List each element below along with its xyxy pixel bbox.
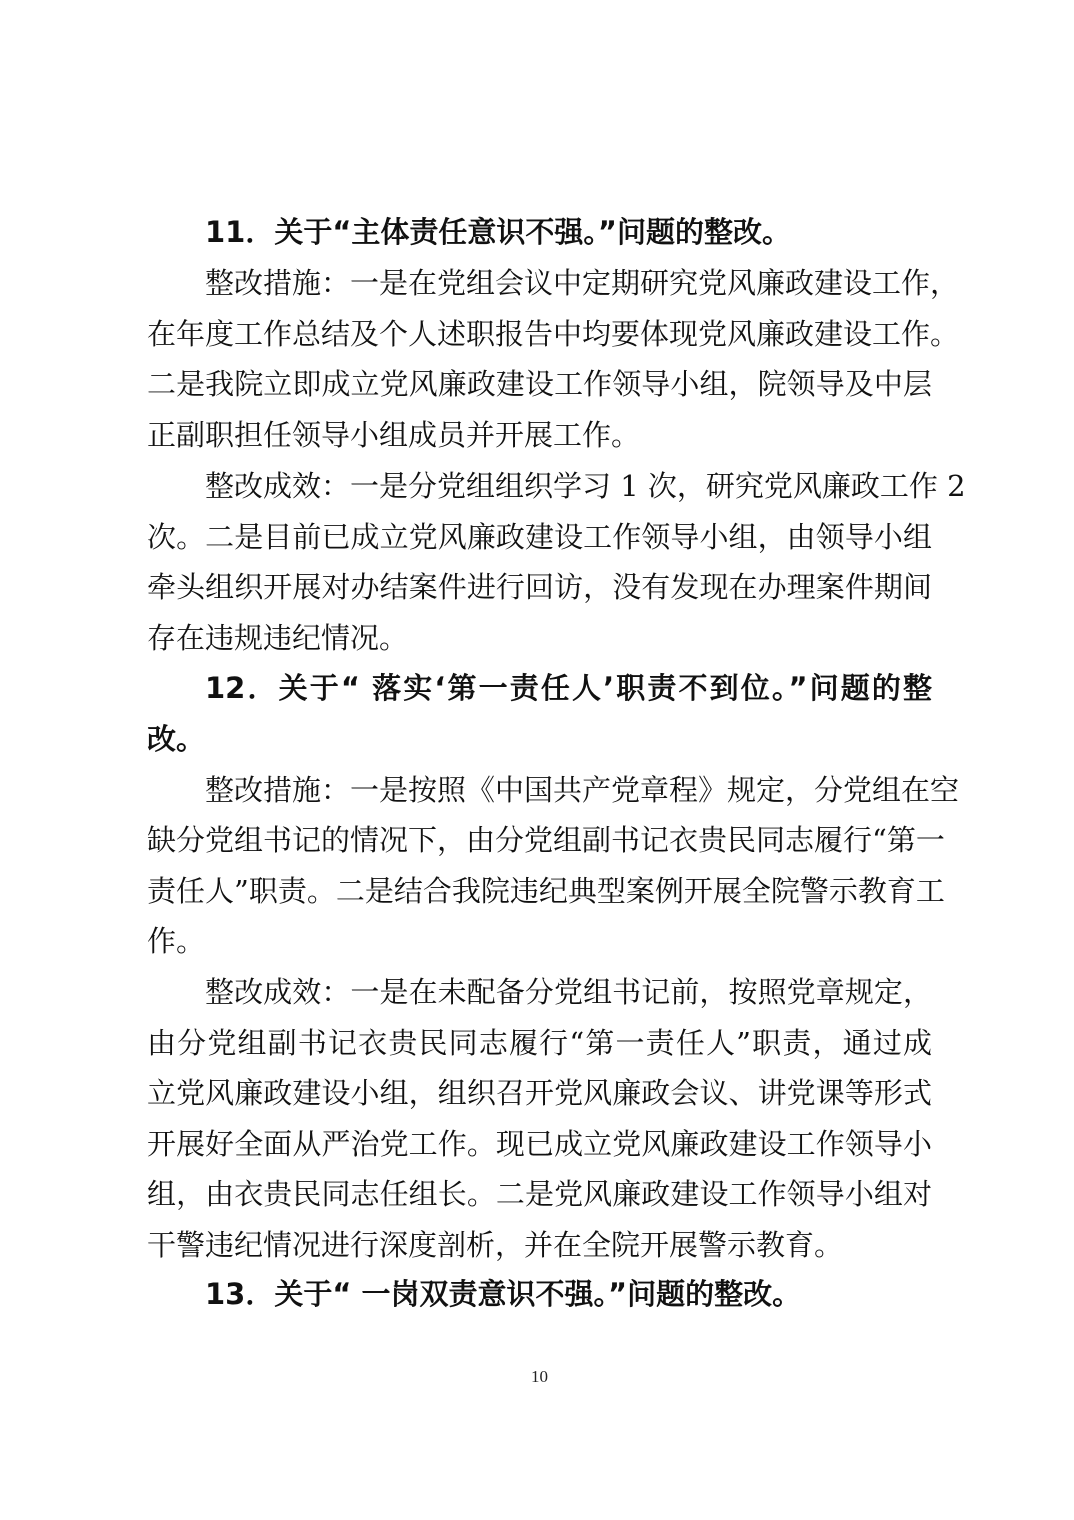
section-12-heading-cont: 改。: [147, 722, 206, 756]
paragraph-line: 在年度工作总结及个人述职报告中均要体现党风廉政建设工作。: [147, 317, 960, 351]
paragraph-line: 缺分党组书记的情况下，由分党组副书记衣贵民同志履行“第一: [147, 823, 945, 857]
paragraph-line: 整改措施：一是按照《中国共产党章程》规定，分党组在空: [205, 773, 960, 807]
paragraph-line: 干警违纪情况进行深度剖析，并在全院开展警示教育。: [147, 1228, 844, 1262]
paragraph-line: 次。二是目前已成立党风廉政建设工作领导小组，由领导小组: [147, 520, 932, 554]
paragraph-line: 组，由衣贵民同志任组长。二是党风廉政建设工作领导小组对: [147, 1177, 932, 1211]
paragraph-line: 责任人”职责。二是结合我院违纪典型案例开展全院警示教育工: [147, 874, 945, 908]
section-12-heading: 12．关于“ 落实‘第一责任人’职责不到位。”问题的整: [205, 671, 932, 705]
paragraph-line: 二是我院立即成立党风廉政建设工作领导小组，院领导及中层: [147, 367, 932, 401]
paragraph-line: 整改措施：一是在党组会议中定期研究党风廉政建设工作，: [205, 266, 960, 300]
paragraph-line: 立党风廉政建设小组，组织召开党风廉政会议、讲党课等形式: [147, 1076, 932, 1110]
document-page: [147, 0, 966, 1520]
section-11-heading: 11．关于“主体责任意识不强。”问题的整改。: [205, 215, 791, 249]
page-number: 10: [531, 1367, 548, 1386]
paragraph-line: 由分党组副书记衣贵民同志履行“第一责任人”职责，通过成: [147, 1026, 932, 1060]
section-13-heading: 13．关于“ 一岗双责意识不强。”问题的整改。: [205, 1277, 802, 1311]
paragraph-line: 作。: [147, 924, 206, 958]
paragraph-line: 开展好全面从严治党工作。现已成立党风廉政建设工作领导小: [147, 1127, 932, 1161]
paragraph-line: 存在违规违纪情况。: [147, 621, 409, 655]
paragraph-line: 整改成效：一是在未配备分党组书记前，按照党章规定，: [205, 975, 932, 1009]
paragraph-line: 正副职担任领导小组成员并开展工作。: [147, 418, 641, 452]
paragraph-line: 牵头组织开展对办结案件进行回访，没有发现在办理案件期间: [147, 570, 932, 604]
paragraph-line: 整改成效：一是分党组组织学习 1 次，研究党风廉政工作 2: [205, 469, 966, 503]
